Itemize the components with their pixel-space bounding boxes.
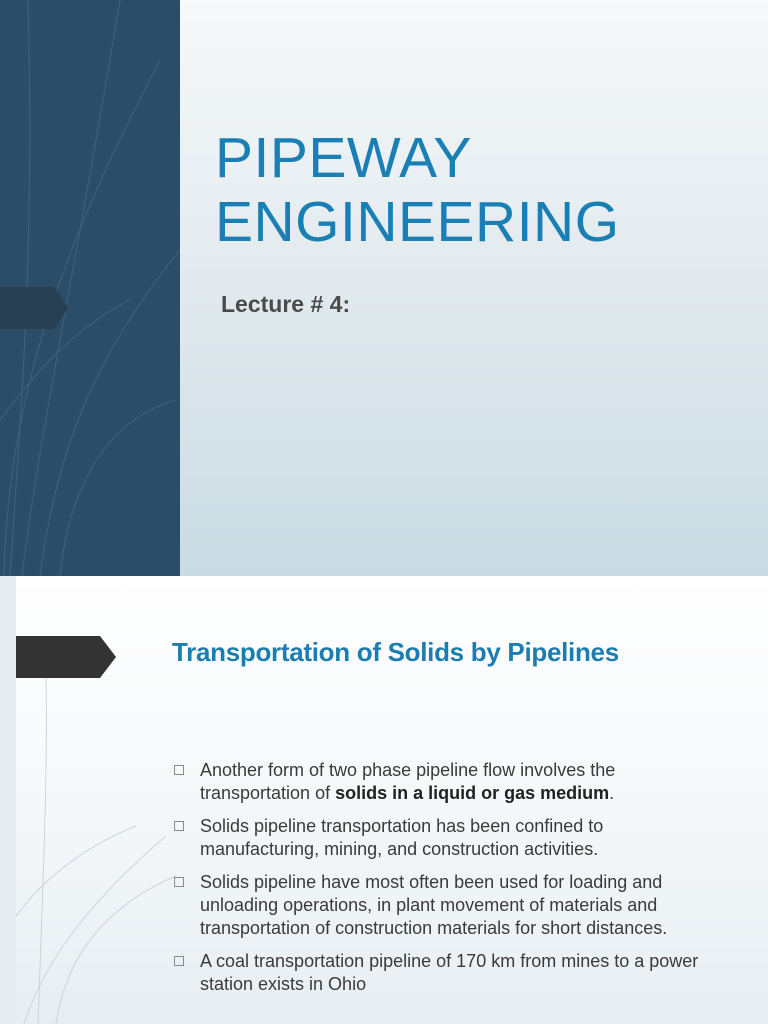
title-line-1: PIPEWAY — [215, 126, 472, 190]
slide-heading: Transportation of Solids by Pipelines — [172, 637, 619, 667]
bullet-text-post: . — [609, 783, 615, 803]
content-slide — [16, 576, 768, 1024]
page-title — [215, 126, 620, 254]
list-item — [172, 950, 722, 996]
list-item — [172, 815, 722, 861]
list-item — [172, 871, 722, 940]
bullet-text: Solids pipeline transportation has been confined to manufacturing, mining, and construction activities. — [200, 816, 604, 859]
bullet-text: A coal transportation pipeline of 170 km from mines to a power station exists in Ohio — [200, 951, 699, 994]
bullet-square-icon — [174, 765, 184, 775]
bullet-square-icon — [174, 821, 184, 831]
lecture-subtitle: Lecture # 4: — [221, 291, 351, 317]
bullet-text-bold: solids in a liquid or gas medium — [335, 783, 610, 803]
bullet-text: Solids pipeline have most often been used for loading and unloading operations, in plant movement of materials and transportation of construction materials for short distances. — [200, 872, 668, 938]
bullet-square-icon — [174, 877, 184, 887]
bullet-list — [172, 759, 722, 1006]
title-line-2: ENGINEERING — [215, 190, 620, 254]
chevron-marker — [16, 636, 116, 678]
bullet-square-icon — [174, 956, 184, 966]
bullet-text-pre: Another form of two phase pipeline flow involves the transportation of — [200, 760, 616, 803]
list-item — [172, 759, 722, 805]
chevron-marker — [0, 287, 68, 329]
